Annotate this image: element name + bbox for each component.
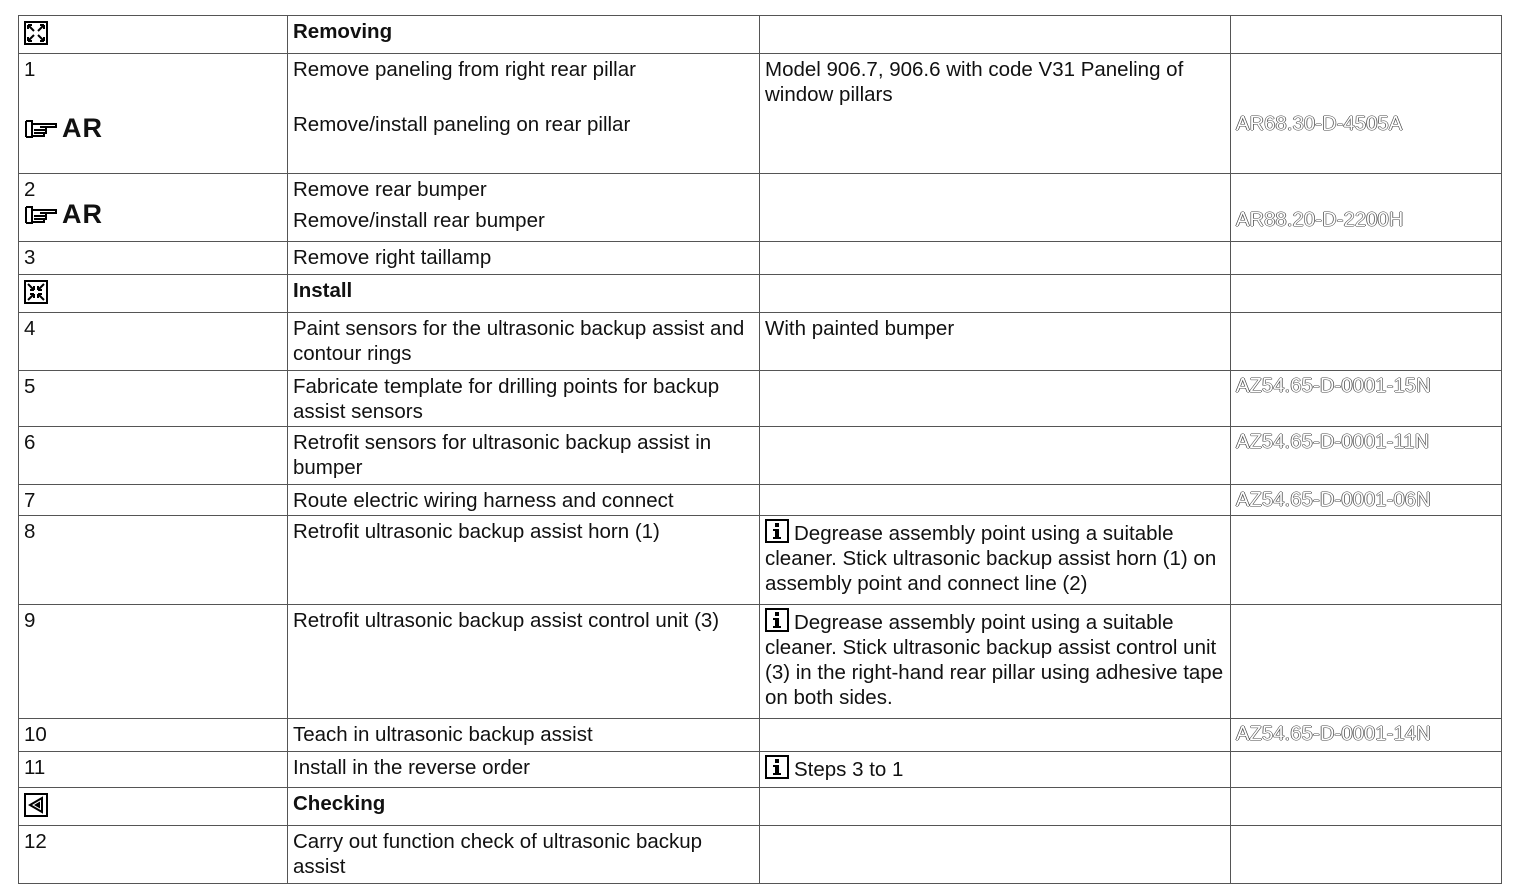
reference-link — [1231, 752, 1502, 788]
table-row — [19, 485, 1502, 516]
step-number: 12 — [19, 826, 288, 884]
table-row — [19, 54, 1502, 174]
step-number: 6 — [19, 427, 288, 485]
note-text: Degrease assembly point using a suitable cleaner. Stick ultrasonic backup assist control unit (3) in the right-hand rear pillar using adhesive tape on both sides. — [765, 611, 1224, 709]
table-row — [19, 826, 1502, 884]
note-text: Model 906.7, 906.6 with code V31 Paneling of window pillars — [760, 54, 1231, 174]
info-icon — [765, 755, 789, 779]
info-icon — [765, 608, 789, 632]
step-number: 1 — [24, 58, 36, 81]
table-row — [19, 174, 1502, 242]
task-text: Fabricate template for drilling points for backup assist sensors — [288, 371, 760, 427]
procedure-table-container — [18, 15, 1502, 884]
table-row — [19, 516, 1502, 605]
reference-link[interactable]: AZ54.65-D-0001-11N — [1231, 427, 1502, 485]
section-row-install — [19, 275, 1502, 313]
step-number: 9 — [19, 605, 288, 719]
section-icon-cell — [19, 788, 288, 826]
note-text — [760, 427, 1231, 485]
info-icon — [765, 519, 789, 543]
table-row — [19, 752, 1502, 788]
task-text: Remove rear bumper — [293, 178, 487, 201]
reference-link[interactable]: AR68.30-D-4505A — [1236, 113, 1403, 135]
task-text: Remove right taillamp — [288, 242, 760, 275]
hand-pointer-icon — [24, 117, 60, 141]
step-number: 3 — [19, 242, 288, 275]
task-text: Route electric wiring harness and connect — [288, 485, 760, 516]
reference-link — [1231, 516, 1502, 605]
reference-link[interactable]: AZ54.65-D-0001-06N — [1231, 485, 1502, 516]
note-text — [760, 826, 1231, 884]
step-number: 4 — [19, 313, 288, 371]
section-row-checking — [19, 788, 1502, 826]
task-text: Carry out function check of ultrasonic backup assist — [288, 826, 760, 884]
step-number: 8 — [19, 516, 288, 605]
reference-link — [1231, 313, 1502, 371]
task-text: Teach in ultrasonic backup assist — [288, 719, 760, 752]
procedure-table — [18, 15, 1502, 884]
task-text: Paint sensors for the ultrasonic backup assist and contour rings — [288, 313, 760, 371]
section-title-install: Install — [288, 275, 760, 313]
reference-link[interactable]: AR88.20-D-2200H — [1236, 209, 1404, 231]
step-number: 11 — [19, 752, 288, 788]
reference-link — [1231, 242, 1502, 275]
section-title-removing: Removing — [288, 16, 760, 54]
note-text: Degrease assembly point using a suitable cleaner. Stick ultrasonic backup assist horn (1) on assembly point and connect line (2) — [765, 522, 1217, 595]
reference-link — [1231, 605, 1502, 719]
note-text — [760, 371, 1231, 427]
table-row — [19, 605, 1502, 719]
task-text: Retrofit sensors for ultrasonic backup assist in bumper — [288, 427, 760, 485]
note-text: With painted bumper — [760, 313, 1231, 371]
reference-link — [1231, 826, 1502, 884]
reference-link[interactable]: AZ54.65-D-0001-14N — [1231, 719, 1502, 752]
ar-reference-marker: AR — [24, 116, 103, 141]
task-text: Install in the reverse order — [288, 752, 760, 788]
table-row — [19, 242, 1502, 275]
step-number: 5 — [19, 371, 288, 427]
table-row — [19, 371, 1502, 427]
expand-arrows-icon — [24, 21, 48, 45]
task-text: Retrofit ultrasonic backup assist control unit (3) — [288, 605, 760, 719]
task-text: Remove paneling from right rear pillar — [293, 58, 636, 81]
section-icon-cell — [19, 16, 288, 54]
table-row — [19, 427, 1502, 485]
check-pointer-icon — [24, 793, 48, 817]
task-text: Remove/install paneling on rear pillar — [293, 113, 631, 136]
note-text: Steps 3 to 1 — [794, 758, 904, 781]
step-number: 7 — [19, 485, 288, 516]
task-text: Remove/install rear bumper — [293, 209, 545, 232]
step-number: 2 — [24, 178, 36, 201]
task-text: Retrofit ultrasonic backup assist horn (1) — [288, 516, 760, 605]
reference-link[interactable]: AZ54.65-D-0001-15N — [1231, 371, 1502, 427]
table-row — [19, 719, 1502, 752]
section-icon-cell — [19, 275, 288, 313]
note-text — [760, 242, 1231, 275]
note-text — [760, 174, 1231, 242]
section-row-removing — [19, 16, 1502, 54]
table-row — [19, 313, 1502, 371]
note-text — [760, 485, 1231, 516]
ar-reference-marker: AR — [24, 202, 103, 227]
hand-pointer-icon — [24, 203, 60, 227]
section-title-checking: Checking — [288, 788, 760, 826]
note-text — [760, 719, 1231, 752]
step-number: 10 — [19, 719, 288, 752]
collapse-arrows-icon — [24, 280, 48, 304]
